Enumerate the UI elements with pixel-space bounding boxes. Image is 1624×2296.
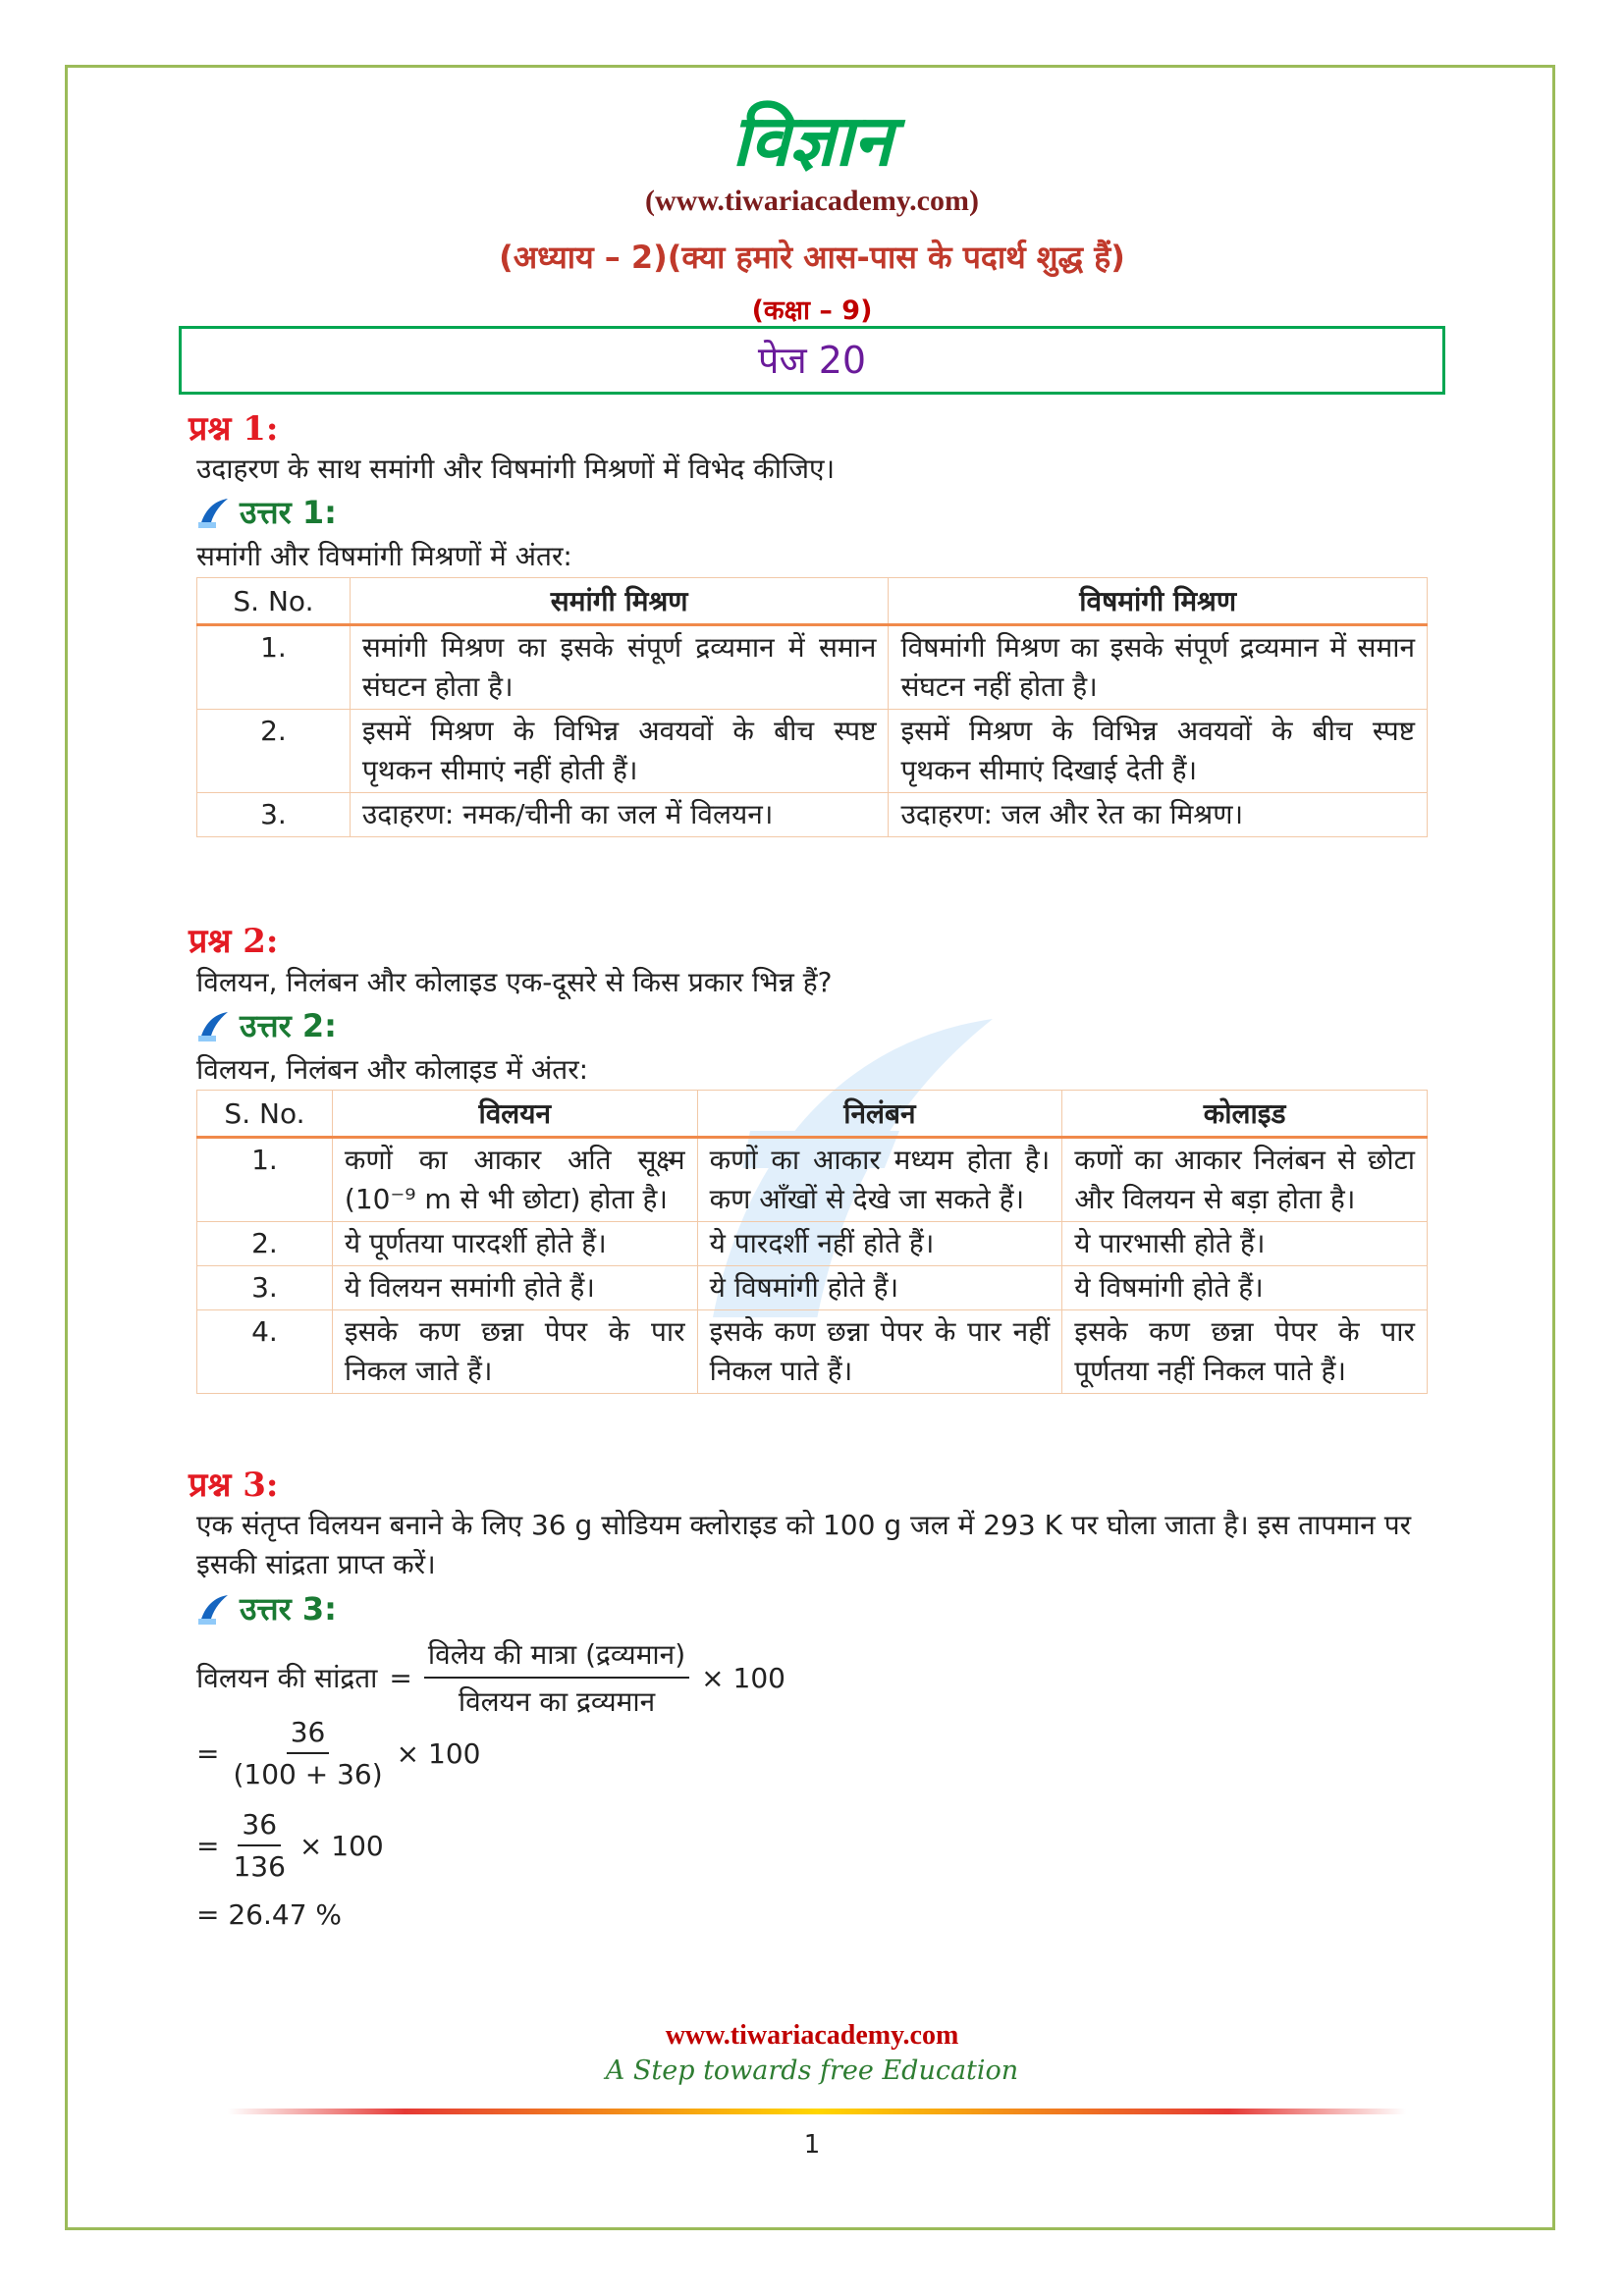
table-header: समांगी मिश्रण xyxy=(350,578,889,625)
table-header: S. No. xyxy=(197,578,351,625)
answer-1-label: उत्तर 1: xyxy=(240,494,337,531)
step-2-times: × 100 xyxy=(298,1829,384,1862)
answer-2-intro: विलयन, निलंबन और कोलाइड में अंतर: xyxy=(196,1053,589,1086)
table-header-row xyxy=(197,578,1428,625)
feather-logo-icon xyxy=(196,1008,232,1043)
table-cell: ये विषमांगी होते हैं। xyxy=(1062,1266,1428,1310)
calculation-step-2 xyxy=(196,1808,384,1883)
answer-1-intro: समांगी और विषमांगी मिश्रणों में अंतर: xyxy=(196,540,572,572)
table-header: विषमांगी मिश्रण xyxy=(889,578,1428,625)
solution-comparison-table xyxy=(196,1090,1428,1394)
page-number: 1 xyxy=(803,2130,821,2160)
step-2-fraction xyxy=(229,1808,289,1883)
table-cell: इसमें मिश्रण के विभिन्न अवयवों के बीच स्पष्ट पृथकन सीमाएं दिखाई देती हैं। xyxy=(889,710,1428,793)
step-1-numerator: 36 xyxy=(287,1716,330,1754)
step-1-denominator: (100 + 36) xyxy=(233,1758,383,1790)
formula-lhs: विलयन की सांद्रता xyxy=(196,1662,378,1694)
page-title: विज्ञान xyxy=(731,98,893,182)
table-cell: विषमांगी मिश्रण का इसके संपूर्ण द्रव्यमान में समान संघटन नहीं होता है। xyxy=(889,625,1428,710)
question-2-text: विलयन, निलंबन और कोलाइड एक-दूसरे से किस प्रकार भिन्न हैं? xyxy=(196,966,833,998)
table-cell: इसके कण छन्ना पेपर के पार नहीं निकल पाते हैं। xyxy=(697,1310,1062,1394)
table-cell: कणों का आकार निलंबन से छोटा और विलयन से बड़ा होता है। xyxy=(1062,1138,1428,1222)
table-cell: ये पारभासी होते हैं। xyxy=(1062,1222,1428,1266)
header-website[interactable]: (www.tiwariacademy.com) xyxy=(645,185,979,217)
table-header: विलयन xyxy=(332,1091,697,1138)
table-header: S. No. xyxy=(197,1091,333,1138)
table-cell: 1. xyxy=(197,625,351,710)
table-row xyxy=(197,710,1428,793)
question-1-text: उदाहरण के साथ समांगी और विषमांगी मिश्रणों में विभेद कीजिए। xyxy=(196,453,836,485)
question-2-label: प्रश्न 2: xyxy=(189,922,279,961)
answer-3-heading xyxy=(196,1587,337,1629)
table-cell: ये पूर्णतया पारदर्शी होते हैं। xyxy=(332,1222,697,1266)
table-cell: इसमें मिश्रण के विभिन्न अवयवों के बीच स्पष्ट पृथकन सीमाएं नहीं होती हैं। xyxy=(350,710,889,793)
table-cell: इसके कण छन्ना पेपर के पार पूर्णतया नहीं निकल पाते हैं। xyxy=(1062,1310,1428,1394)
table-row xyxy=(197,793,1428,837)
answer-2-label: उत्तर 2: xyxy=(240,1007,337,1044)
answer-2-heading xyxy=(196,1004,337,1046)
question-3-text: एक संतृप्त विलयन बनाने के लिए 36 g सोडियम क्लोराइड को 100 g जल में 293 K पर घोला जाता है। इस तापमान पर इसकी सांद्रता प्राप्त करें। xyxy=(196,1509,1412,1580)
table-row xyxy=(197,625,1428,710)
formula-times: × 100 xyxy=(701,1661,785,1694)
table-cell: 2. xyxy=(197,710,351,793)
table-header: कोलाइड xyxy=(1062,1091,1428,1138)
table-cell: 3. xyxy=(197,1266,333,1310)
step-1-times: × 100 xyxy=(396,1736,481,1770)
table-cell: 4. xyxy=(197,1310,333,1394)
table-header: निलंबन xyxy=(697,1091,1062,1138)
table-cell: ये विलयन समांगी होते हैं। xyxy=(332,1266,697,1310)
step-2-numerator: 36 xyxy=(238,1808,281,1846)
table-cell: कणों का आकार मध्यम होता है। कण आँखों से देखे जा सकते हैं। xyxy=(697,1138,1062,1222)
feather-logo-icon xyxy=(196,1591,232,1627)
concentration-formula xyxy=(196,1635,785,1720)
feather-logo-icon xyxy=(196,495,232,530)
table-row xyxy=(197,1222,1428,1266)
footer-divider xyxy=(228,2109,1406,2114)
table-cell: ये विषमांगी होते हैं। xyxy=(697,1266,1062,1310)
table-row xyxy=(197,1310,1428,1394)
step-1-fraction xyxy=(229,1716,386,1790)
table-cell: 3. xyxy=(197,793,351,837)
footer-tagline: A Step towards free Education xyxy=(605,2056,1019,2086)
table-cell: इसके कण छन्ना पेपर के पार निकल जाते हैं। xyxy=(332,1310,697,1394)
chapter-title: (अध्याय – 2)(क्या हमारे आस-पास के पदार्थ शुद्ध हैं) xyxy=(499,239,1125,276)
formula-equals: = xyxy=(389,1661,412,1694)
formula-fraction xyxy=(424,1635,689,1720)
formula-numerator: विलेय की मात्रा (द्रव्यमान) xyxy=(424,1635,689,1679)
formula-denominator: विलयन का द्रव्यमान xyxy=(458,1685,656,1718)
question-1-label: प्रश्न 1: xyxy=(189,409,279,449)
table-cell: 1. xyxy=(197,1138,333,1222)
mixture-comparison-table xyxy=(196,577,1428,837)
table-cell: ये पारदर्शी नहीं होते हैं। xyxy=(697,1222,1062,1266)
table-cell: समांगी मिश्रण का इसके संपूर्ण द्रव्यमान में समान संघटन होता है। xyxy=(350,625,889,710)
table-row xyxy=(197,1266,1428,1310)
calculation-result: = 26.47 % xyxy=(196,1898,343,1931)
answer-3-label: उत्तर 3: xyxy=(240,1590,337,1628)
table-cell: उदाहरण: नमक/चीनी का जल में विलयन। xyxy=(350,793,889,837)
table-row xyxy=(197,1138,1428,1222)
table-cell: कणों का आकार अति सूक्ष्म (10⁻⁹ m से भी छोटा) होता है। xyxy=(332,1138,697,1222)
page-number-box: पेज 20 xyxy=(179,326,1445,395)
step-2-equals: = xyxy=(196,1829,220,1862)
table-cell: 2. xyxy=(197,1222,333,1266)
step-2-denominator: 136 xyxy=(233,1850,286,1883)
question-3-label: प्रश्न 3: xyxy=(189,1466,279,1505)
answer-1-heading xyxy=(196,491,337,533)
table-header-row xyxy=(197,1091,1428,1138)
calculation-step-1 xyxy=(196,1716,480,1790)
table-cell: उदाहरण: जल और रेत का मिश्रण। xyxy=(889,793,1428,837)
step-1-equals: = xyxy=(196,1736,220,1770)
class-label: (कक्षा – 9) xyxy=(751,295,873,326)
footer-website[interactable]: www.tiwariacademy.com xyxy=(665,2020,959,2051)
